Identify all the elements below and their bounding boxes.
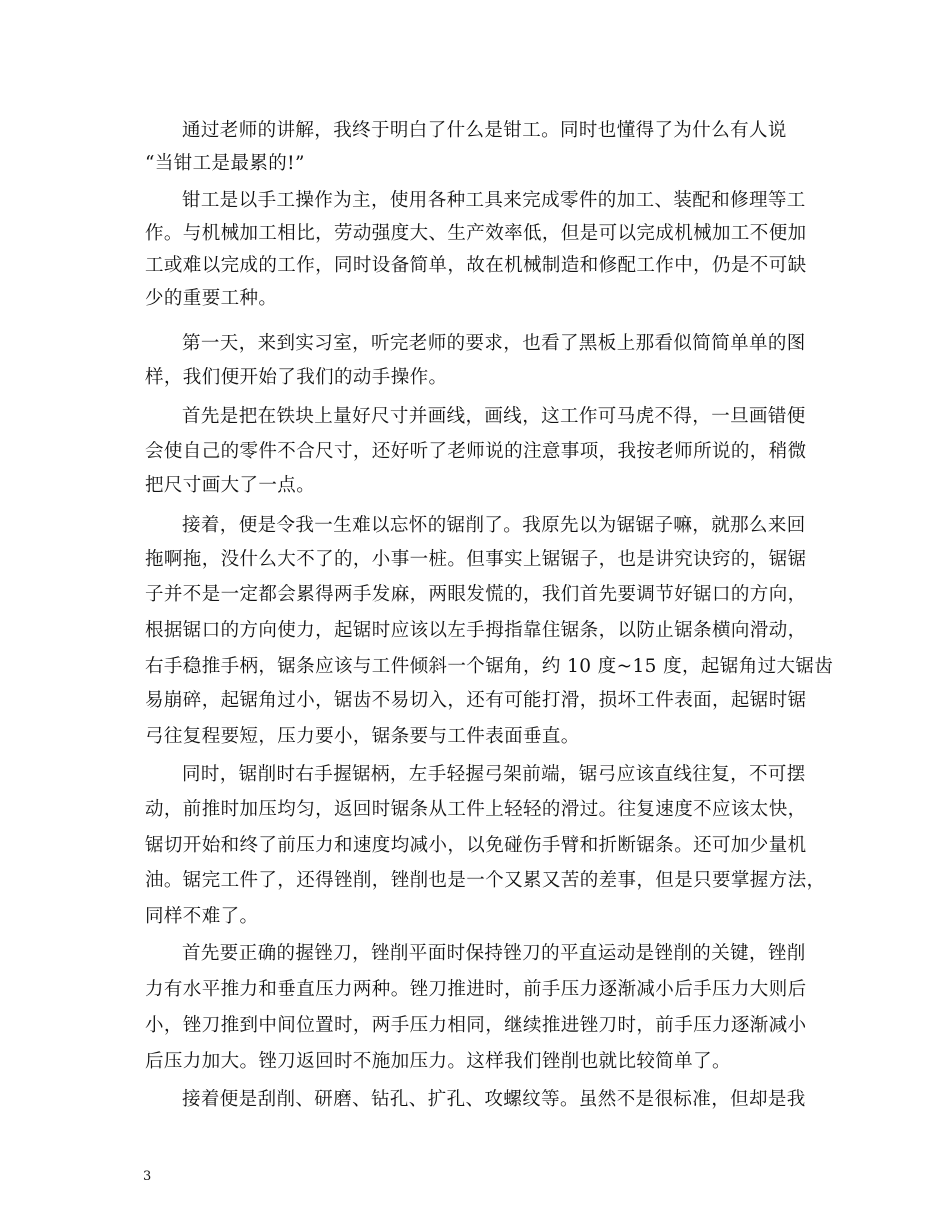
text-line: 锯切开始和终了前压力和速度均减小，以免碰伤手臂和折断锯条。还可加少量机 [145, 835, 807, 856]
text-line: 首先是把在铁块上量好尺寸并画线，画线，这工作可马虎不得，一旦画错便 [182, 406, 806, 427]
text-line: 后压力加大。锉刀返回时不施加压力。这样我们锉削也就比较简单了。 [145, 1051, 731, 1072]
text-line: 作。与机械加工相比，劳动强度大、生产效率低，但是可以完成机械加工不便加 [145, 223, 807, 244]
text-line: 右手稳推手柄，锯条应该与工件倾斜一个锯角，约 10 度~15 度，起锯角过大锯齿 [145, 656, 834, 677]
text-line: 小，锉刀推到中间位置时，两手压力相同，继续推进锉刀时，前手压力逐渐减小 [145, 1015, 807, 1036]
text-line: 钳工是以手工操作为主，使用各种工具来完成零件的加工、装配和修理等工 [182, 190, 806, 211]
text-line: 拖啊拖，没什么大不了的，小事一桩。但事实上锯锯子，也是讲究诀窍的，锯锯 [145, 549, 807, 570]
text-line: 同样不难了。 [145, 906, 259, 927]
text-line: 油。锯完工件了，还得锉削，锉削也是一个又累又苦的差事，但是只要掌握方法， [145, 870, 826, 891]
text-line: 子并不是一定都会累得两手发麻，两眼发慌的，我们首先要调节好锯口的方向， [145, 584, 807, 605]
text-line: 根据锯口的方向使力，起锯时应该以左手拇指靠住锯条，以防止锯条横向滑动， [145, 620, 807, 641]
text-line: 第一天，来到实习室，听完老师的要求，也看了黑板上那看似简简单单的图 [182, 333, 806, 354]
text-line: 工或难以完成的工作，同时设备简单，故在机械制造和修配工作中，仍是不可缺 [145, 255, 807, 276]
text-line: 易崩碎，起锯角过小，锯齿不易切入，还有可能打滑，损坏工件表面，起锯时锯 [145, 690, 807, 711]
text-line: 少的重要工种。 [145, 288, 278, 309]
text-line: 接着，便是令我一生难以忘怀的锯削了。我原先以为锯锯子嘛，就那么来回 [182, 515, 806, 536]
text-line: 会使自己的零件不合尺寸，还好听了老师说的注意事项，我按老师所说的，稍微 [145, 441, 807, 462]
text-line: 首先要正确的握锉刀，锉削平面时保持锉刀的平直运动是锉削的关键，锉削 [182, 943, 806, 964]
text-line: 同时，锯削时右手握锯柄，左手轻握弓架前端，锯弓应该直线往复，不可摆 [182, 764, 806, 785]
text-line: 弓往复程要短，压力要小，锯条要与工件表面垂直。 [145, 726, 580, 747]
text-line: “当钳工是最累的!” [145, 153, 305, 174]
text-line: 样，我们便开始了我们的动手操作。 [145, 367, 448, 388]
text-line: 接着便是刮削、研磨、钻孔、扩孔、攻螺纹等。虽然不是很标准，但却是我 [182, 1089, 806, 1110]
text-line: 动，前推时加压均匀，返回时锯条从工件上轻轻的滑过。往复速度不应该太快， [145, 799, 807, 820]
page-number: 3 [143, 1169, 152, 1184]
text-line: 力有水平推力和垂直压力两种。锉刀推进时，前手压力逐渐减小后手压力大则后 [145, 979, 807, 1000]
text-line: 通过老师的讲解，我终于明白了什么是钳工。同时也懂得了为什么有人说 [182, 120, 787, 141]
text-line: 把尺寸画大了一点。 [145, 475, 316, 496]
